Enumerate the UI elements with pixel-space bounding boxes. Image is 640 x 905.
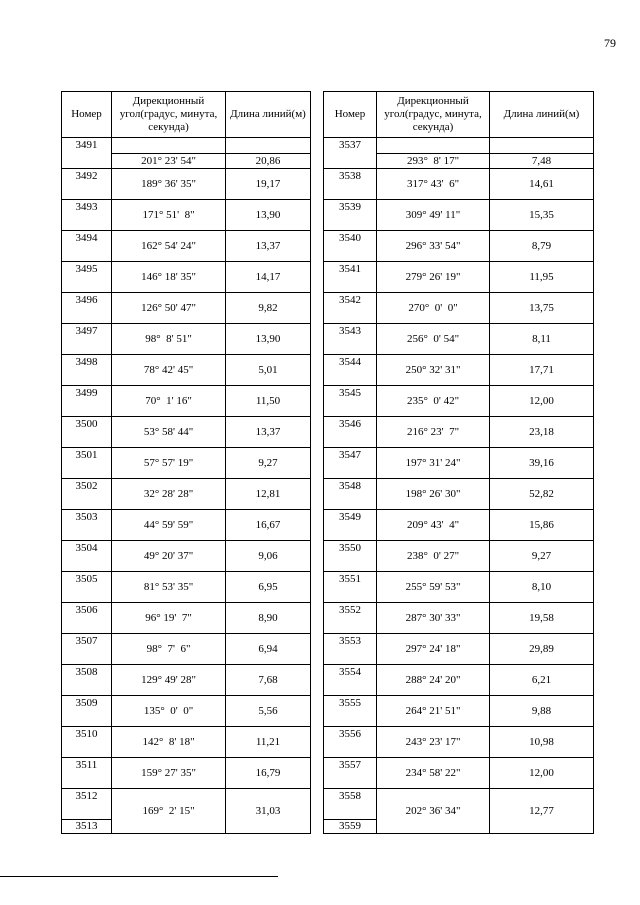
point-number: 3540	[324, 231, 377, 262]
segment-length: 11,50	[226, 386, 311, 417]
point-number: 3549	[324, 510, 377, 541]
segment-angle: 70° 1' 16"	[112, 386, 226, 417]
point-number: 3499	[62, 386, 112, 417]
segment-angle: 49° 20' 37"	[112, 541, 226, 572]
segment-angle: 189° 36' 35"	[112, 169, 226, 200]
segment-angle: 255° 59' 53"	[377, 572, 490, 603]
point-number: 3491	[62, 138, 112, 169]
point-number: 3503	[62, 510, 112, 541]
segment-angle: 201° 23' 54"	[112, 154, 226, 169]
segment-length: 9,27	[490, 541, 594, 572]
point-number: 3492	[62, 169, 112, 200]
column-header: Длина линий(м)	[490, 92, 594, 138]
segment-angle: 209° 43' 4"	[377, 510, 490, 541]
segment-length: 5,56	[226, 696, 311, 727]
point-number: 3539	[324, 200, 377, 231]
segment-length: 13,37	[226, 417, 311, 448]
segment-length: 9,82	[226, 293, 311, 324]
point-number: 3513	[62, 820, 112, 834]
point-number: 3559	[324, 820, 377, 834]
point-number: 3507	[62, 634, 112, 665]
segment-length: 8,79	[490, 231, 594, 262]
point-number: 3500	[62, 417, 112, 448]
point-number: 3497	[62, 324, 112, 355]
point-number: 3547	[324, 448, 377, 479]
segment-angle: 256° 0' 54"	[377, 324, 490, 355]
point-number: 3556	[324, 727, 377, 758]
segment-length: 14,17	[226, 262, 311, 293]
empty-length-cell	[490, 138, 594, 154]
empty-angle-cell	[377, 138, 490, 154]
segment-length: 17,71	[490, 355, 594, 386]
segment-angle: 162° 54' 24"	[112, 231, 226, 262]
point-number: 3510	[62, 727, 112, 758]
segment-angle: 293° 8' 17"	[377, 154, 490, 169]
segment-length: 11,21	[226, 727, 311, 758]
segment-angle: 270° 0' 0"	[377, 293, 490, 324]
point-number: 3509	[62, 696, 112, 727]
footer-divider	[0, 876, 278, 877]
segment-length: 8,90	[226, 603, 311, 634]
segment-angle: 53° 58' 44"	[112, 417, 226, 448]
segment-length: 8,10	[490, 572, 594, 603]
point-number: 3498	[62, 355, 112, 386]
segment-length: 29,89	[490, 634, 594, 665]
segment-length: 16,79	[226, 758, 311, 789]
segment-length: 23,18	[490, 417, 594, 448]
segment-angle: 98° 7' 6"	[112, 634, 226, 665]
segment-angle: 146° 18' 35"	[112, 262, 226, 293]
point-number: 3546	[324, 417, 377, 448]
point-number: 3506	[62, 603, 112, 634]
segment-angle: 98° 8' 51"	[112, 324, 226, 355]
empty-length-cell	[226, 138, 311, 154]
segment-length: 10,98	[490, 727, 594, 758]
segment-angle: 243° 23' 17"	[377, 727, 490, 758]
page-number: 79	[604, 36, 616, 50]
segment-length: 16,67	[226, 510, 311, 541]
point-number: 3548	[324, 479, 377, 510]
segment-length: 19,17	[226, 169, 311, 200]
segment-length: 12,81	[226, 479, 311, 510]
point-number: 3501	[62, 448, 112, 479]
coordinates-table-right	[323, 91, 594, 834]
segment-length: 20,86	[226, 154, 311, 169]
segment-angle: 126° 50' 47"	[112, 293, 226, 324]
point-number: 3557	[324, 758, 377, 789]
segment-length: 11,95	[490, 262, 594, 293]
segment-length: 12,77	[490, 789, 594, 834]
column-header: Дирекционный угол(градус, минута, секунда)	[112, 92, 226, 138]
point-number: 3545	[324, 386, 377, 417]
segment-angle: 142° 8' 18"	[112, 727, 226, 758]
point-number: 3542	[324, 293, 377, 324]
segment-length: 6,94	[226, 634, 311, 665]
segment-angle: 32° 28' 28"	[112, 479, 226, 510]
point-number: 3558	[324, 789, 377, 820]
segment-length: 15,86	[490, 510, 594, 541]
segment-angle: 238° 0' 27"	[377, 541, 490, 572]
point-number: 3541	[324, 262, 377, 293]
segment-length: 52,82	[490, 479, 594, 510]
segment-length: 6,21	[490, 665, 594, 696]
point-number: 3504	[62, 541, 112, 572]
segment-length: 8,11	[490, 324, 594, 355]
segment-angle: 96° 19' 7"	[112, 603, 226, 634]
point-number: 3494	[62, 231, 112, 262]
point-number: 3496	[62, 293, 112, 324]
segment-length: 19,58	[490, 603, 594, 634]
column-header: Номер	[62, 92, 112, 138]
segment-angle: 287° 30' 33"	[377, 603, 490, 634]
segment-angle: 44° 59' 59"	[112, 510, 226, 541]
point-number: 3511	[62, 758, 112, 789]
segment-angle: 234° 58' 22"	[377, 758, 490, 789]
point-number: 3551	[324, 572, 377, 603]
segment-angle: 279° 26' 19"	[377, 262, 490, 293]
point-number: 3493	[62, 200, 112, 231]
segment-length: 13,75	[490, 293, 594, 324]
column-header: Дирекционный угол(градус, минута, секунда)	[377, 92, 490, 138]
segment-angle: 78° 42' 45"	[112, 355, 226, 386]
point-number: 3512	[62, 789, 112, 820]
coordinates-table-left	[61, 91, 311, 834]
segment-length: 7,48	[490, 154, 594, 169]
segment-angle: 297° 24' 18"	[377, 634, 490, 665]
segment-length: 6,95	[226, 572, 311, 603]
segment-angle: 216° 23' 7"	[377, 417, 490, 448]
segment-angle: 317° 43' 6"	[377, 169, 490, 200]
point-number: 3508	[62, 665, 112, 696]
segment-angle: 198° 26' 30"	[377, 479, 490, 510]
segment-angle: 159° 27' 35"	[112, 758, 226, 789]
point-number: 3544	[324, 355, 377, 386]
column-header: Длина линий(м)	[226, 92, 311, 138]
segment-angle: 171° 51' 8"	[112, 200, 226, 231]
segment-length: 7,68	[226, 665, 311, 696]
segment-length: 9,27	[226, 448, 311, 479]
point-number: 3554	[324, 665, 377, 696]
segment-length: 31,03	[226, 789, 311, 834]
segment-angle: 250° 32' 31"	[377, 355, 490, 386]
point-number: 3550	[324, 541, 377, 572]
segment-angle: 235° 0' 42"	[377, 386, 490, 417]
segment-length: 39,16	[490, 448, 594, 479]
point-number: 3555	[324, 696, 377, 727]
segment-angle: 288° 24' 20"	[377, 665, 490, 696]
point-number: 3553	[324, 634, 377, 665]
point-number: 3505	[62, 572, 112, 603]
point-number: 3538	[324, 169, 377, 200]
segment-length: 12,00	[490, 386, 594, 417]
empty-angle-cell	[112, 138, 226, 154]
segment-length: 5,01	[226, 355, 311, 386]
segment-length: 13,37	[226, 231, 311, 262]
segment-angle: 169° 2' 15"	[112, 789, 226, 834]
point-number: 3502	[62, 479, 112, 510]
segment-length: 12,00	[490, 758, 594, 789]
column-header: Номер	[324, 92, 377, 138]
segment-length: 13,90	[226, 200, 311, 231]
segment-length: 9,88	[490, 696, 594, 727]
segment-length: 13,90	[226, 324, 311, 355]
point-number: 3543	[324, 324, 377, 355]
point-number: 3537	[324, 138, 377, 169]
segment-angle: 57° 57' 19"	[112, 448, 226, 479]
segment-angle: 135° 0' 0"	[112, 696, 226, 727]
segment-angle: 309° 49' 11"	[377, 200, 490, 231]
segment-angle: 129° 49' 28"	[112, 665, 226, 696]
segment-angle: 81° 53' 35"	[112, 572, 226, 603]
point-number: 3552	[324, 603, 377, 634]
segment-length: 14,61	[490, 169, 594, 200]
segment-angle: 197° 31' 24"	[377, 448, 490, 479]
segment-length: 9,06	[226, 541, 311, 572]
point-number: 3495	[62, 262, 112, 293]
segment-length: 15,35	[490, 200, 594, 231]
segment-angle: 296° 33' 54"	[377, 231, 490, 262]
segment-angle: 202° 36' 34"	[377, 789, 490, 834]
segment-angle: 264° 21' 51"	[377, 696, 490, 727]
